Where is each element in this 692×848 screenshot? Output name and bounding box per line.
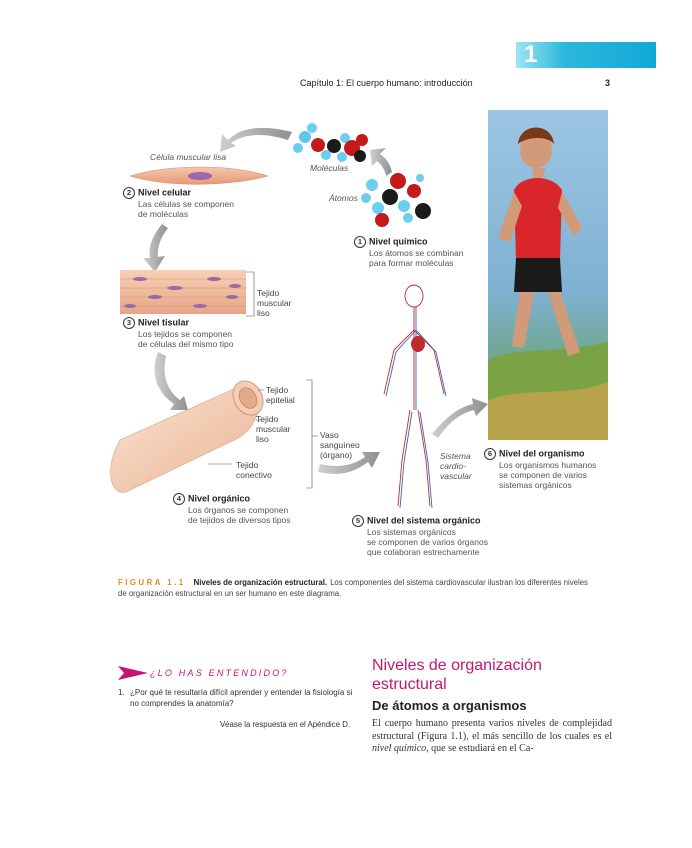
label-blood-vessel: Vaso sanguíneo (órgano) [320,430,360,460]
figure-caption-text: Los componentes del sistema cardiovascular ilustran los diferentes niveles de organización estructural en un ser humano en este diagrama. [118,578,588,598]
label-connective-tissue: Tejido conectivo [236,460,272,480]
section-subtitle: De átomos a organismos [372,698,527,713]
smooth-muscle-cell [130,167,268,184]
level-5-organ-system: 5 Nivel del sistema orgánico Los sistemas orgánicos se componen de varios órganos que colaboran estrechamente [352,515,488,557]
level-3-tissue: 3 Nivel tisular Los tejidos se componen de células del mismo tipo [123,317,233,349]
quiz-question-number: 1. [118,688,125,697]
arrow-atoms-to-molecules [370,148,392,176]
smooth-muscle-tissue [120,270,246,314]
label-tissue-smooth-muscle: Tejido muscular liso [257,288,292,318]
cardiovascular-system [384,285,446,508]
figure-caption-title: Niveles de organización estructural. [193,578,328,587]
quiz-title: ¿LO HAS ENTENDIDO? [150,668,289,678]
figure-label: FIGURA 1.1 [118,578,186,587]
atoms-cluster [361,173,431,227]
section-title: Niveles de organización estructural [372,657,542,693]
arrow-system-to-organism [432,398,488,438]
arrow-molecule-to-cell [220,128,292,152]
arrow-cell-to-tissue [143,224,168,272]
level-6-organism: 6 Nivel del organismo Los organismos humanos se componen de varios sistemas orgánicos [484,448,596,490]
figure-caption [118,578,588,599]
quiz-header [118,664,358,682]
label-smooth-muscle-cell: Célula muscular lisa [150,152,227,162]
arrow-tissue-to-organ [155,352,188,410]
label-atoms: Átomos [329,193,358,203]
page-number: 3 [604,78,610,88]
level-2-cellular: 2 Nivel celular Las células se componen de moléculas [123,187,234,219]
label-epithelial-tissue: Tejido epitelial [266,385,295,405]
chapter-number: 1 [524,41,538,68]
quiz-question-text: ¿Por qué te resultaría difícil aprender y entender la fisiología si no comprendes la anatomía? [130,688,353,708]
label-cardiovascular-system: Sistema cardio- vascular [440,451,472,481]
pointer-arrow-icon [118,664,150,682]
running-head-text: Capítulo 1: El cuerpo humano: introducción [300,78,473,88]
level-1-chemical: 1 Nivel químico Los átomos se combinan para formar moléculas [354,236,464,268]
runner-photo [488,110,608,440]
molecules-cluster [293,123,368,162]
quiz-answer-note: Véase la respuesta en el Apéndice D. [219,720,350,729]
section-body: El cuerpo humano presenta varios niveles de complejidad estructural (Figura 1.1), el más sencillo de los cuales es el nivel químico, que se estudiará en el Ca- [372,718,612,755]
quiz-question [118,688,354,709]
level-4-organ: 4 Nivel orgánico Los órganos se componen de tejidos de diversos tipos [173,493,291,525]
label-organ-smooth-muscle: Tejido muscular liso [256,414,291,444]
label-molecules: Moléculas [310,163,349,173]
